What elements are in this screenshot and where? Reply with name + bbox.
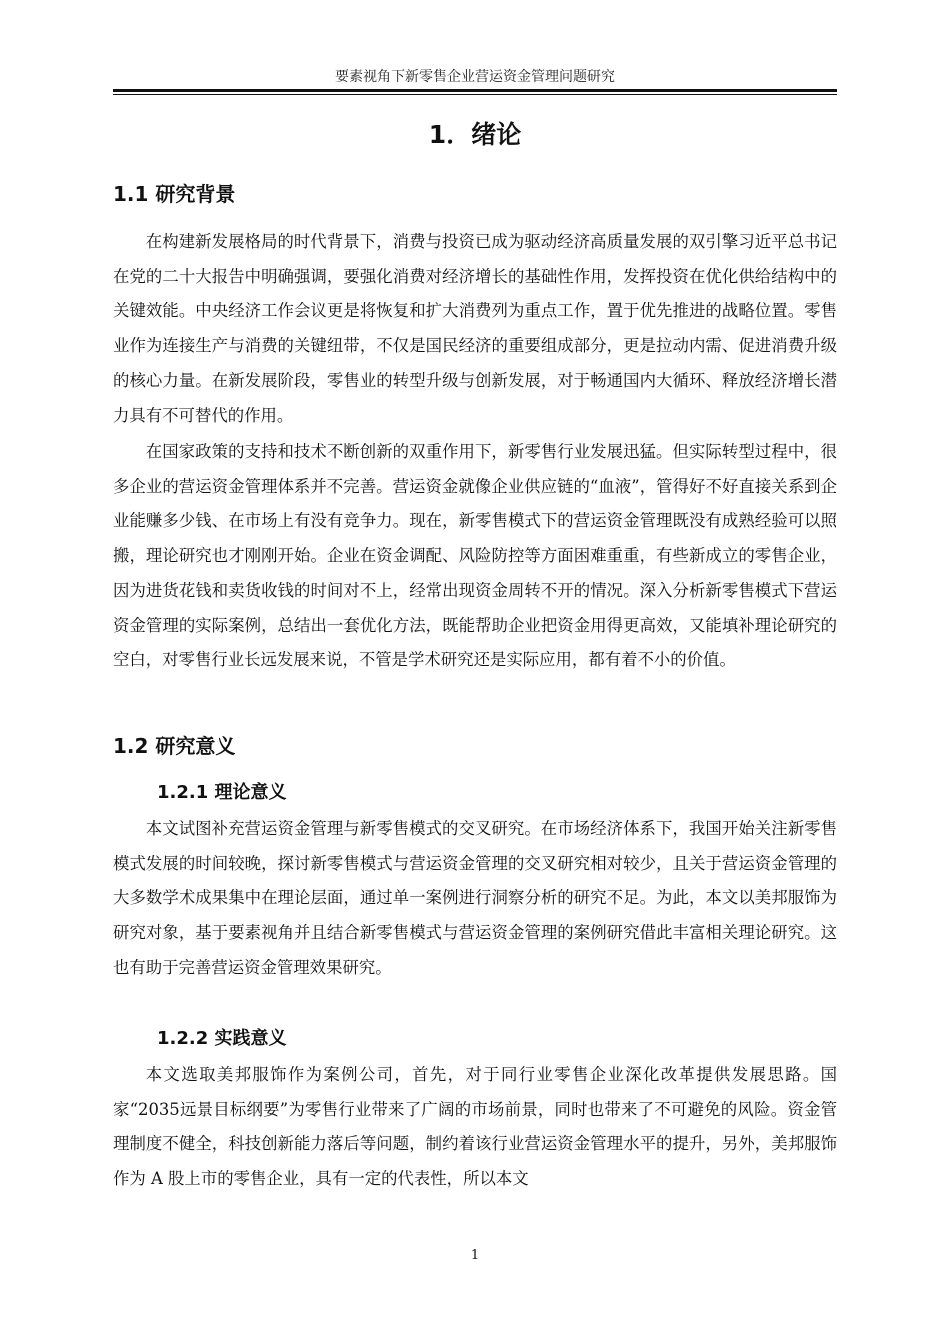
paragraph-practical: 本文选取美邦服饰作为案例公司，首先，对于同行业零售企业深化改革提供发展思路。国家“2035远景目标纲要”为零售行业带来了广阔的市场前景，同时也带来了不可避免的风险。资金管理制度不健全，科技创新能力落后等问题，制约着该行业营运资金管理水平的提升，另外，美邦服饰作为 A 股上市的零售企业，具有一定的代表性，所以本文 (113, 1065, 837, 1189)
section-heading-research-significance: 1.2 研究意义 (113, 734, 236, 758)
header-rule-thin (113, 94, 837, 95)
running-header: 要素视角下新零售企业营运资金管理问题研究 (335, 69, 615, 85)
section-heading-research-background: 1.1 研究背景 (113, 182, 236, 206)
subsection-heading-theoretical: 1.2.1 理论意义 (157, 782, 287, 803)
subsection-heading-practical: 1.2.2 实践意义 (157, 1028, 287, 1049)
chapter-title: 1．绪论 (428, 120, 522, 149)
paragraph-theoretical: 本文试图补充营运资金管理与新零售模式的交叉研究。在市场经济体系下，我国开始关注新零售模式发展的时间较晚，探讨新零售模式与营运资金管理的交叉研究相对较少，且关于营运资金管理的大多数学术成果集中在理论层面，通过单一案例进行洞察分析的研究不足。为此，本文以美邦服饰为研究对象，基于要素视角并且结合新零售模式与营运资金管理的案例研究借此丰富相关理论研究。这也有助于完善营运资金管理效果研究。 (113, 819, 837, 977)
paragraph-background-2: 在国家政策的支持和技术不断创新的双重作用下，新零售行业发展迅猛。但实际转型过程中，很多企业的营运资金管理体系并不完善。营运资金就像企业供应链的“血液”，管得好不好直接关系到企业能赚多少钱、在市场上有没有竞争力。现在，新零售模式下的营运资金管理既没有成熟经验可以照搬，理论研究也才刚刚开始。企业在资金调配、风险防控等方面困难重重，有些新成立的零售企业，因为进货花钱和卖货收钱的时间对不上，经常出现资金周转不开的情况。深入分析新零售模式下营运资金管理的实际案例，总结出一套优化方法，既能帮助企业把资金用得更高效，又能填补理论研究的空白，对零售行业长远发展来说，不管是学术研究还是实际应用，都有着不小的价值。 (113, 442, 837, 670)
page-number: 1 (470, 1248, 480, 1263)
header-rule-thick (113, 89, 837, 92)
paragraph-background-1: 在构建新发展格局的时代背景下，消费与投资已成为驱动经济高质量发展的双引擎习近平总书记在党的二十大报告中明确强调，要强化消费对经济增长的基础性作用，发挥投资在优化供给结构中的关键效能。中央经济工作会议更是将恢复和扩大消费列为重点工作，置于优先推进的战略位置。零售业作为连接生产与消费的关键纽带，不仅是国民经济的重要组成部分，更是拉动内需、促进消费升级的核心力量。在新发展阶段，零售业的转型升级与创新发展，对于畅通国内大循环、释放经济增长潜力具有不可替代的作用。 (113, 232, 837, 425)
